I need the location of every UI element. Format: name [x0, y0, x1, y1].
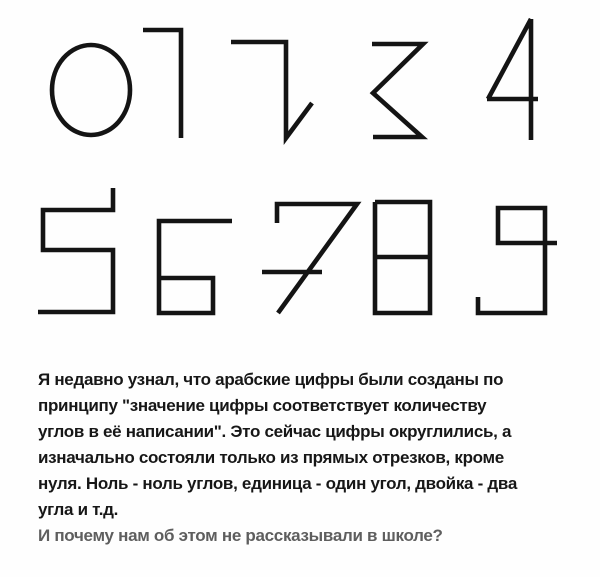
- caption-line-5: нуля. Ноль - ноль углов, единица - один угол, двойка - два: [38, 474, 517, 493]
- digit-4-drawing: [487, 19, 538, 140]
- caption-text: [38, 367, 590, 549]
- digit-8-drawing: [375, 202, 430, 313]
- digit-6-drawing: [159, 221, 232, 313]
- digit-9-drawing: [478, 208, 557, 313]
- caption-line-1: Я недавно узнал, что арабские цифры были созданы по: [38, 370, 504, 389]
- caption-line-3: углов в её написании". Это сейчас цифры округлились, а: [38, 422, 512, 441]
- digit-7-drawing: [262, 204, 357, 313]
- digit-0-drawing: [52, 45, 130, 135]
- digit-3-drawing: [372, 44, 423, 137]
- digit-1-drawing: [143, 30, 181, 138]
- caption-line-6: угла и т.д.: [38, 500, 119, 519]
- digit-2-drawing: [231, 42, 312, 138]
- caption-line-7: И почему нам об этом не рассказывали в школе?: [38, 526, 443, 545]
- caption-line-4: изначально состояли только из прямых отрезков, кроме: [38, 448, 504, 467]
- caption-line-2: принципу "значение цифры соответствует количеству: [38, 396, 487, 415]
- digit-5-drawing: [38, 188, 113, 312]
